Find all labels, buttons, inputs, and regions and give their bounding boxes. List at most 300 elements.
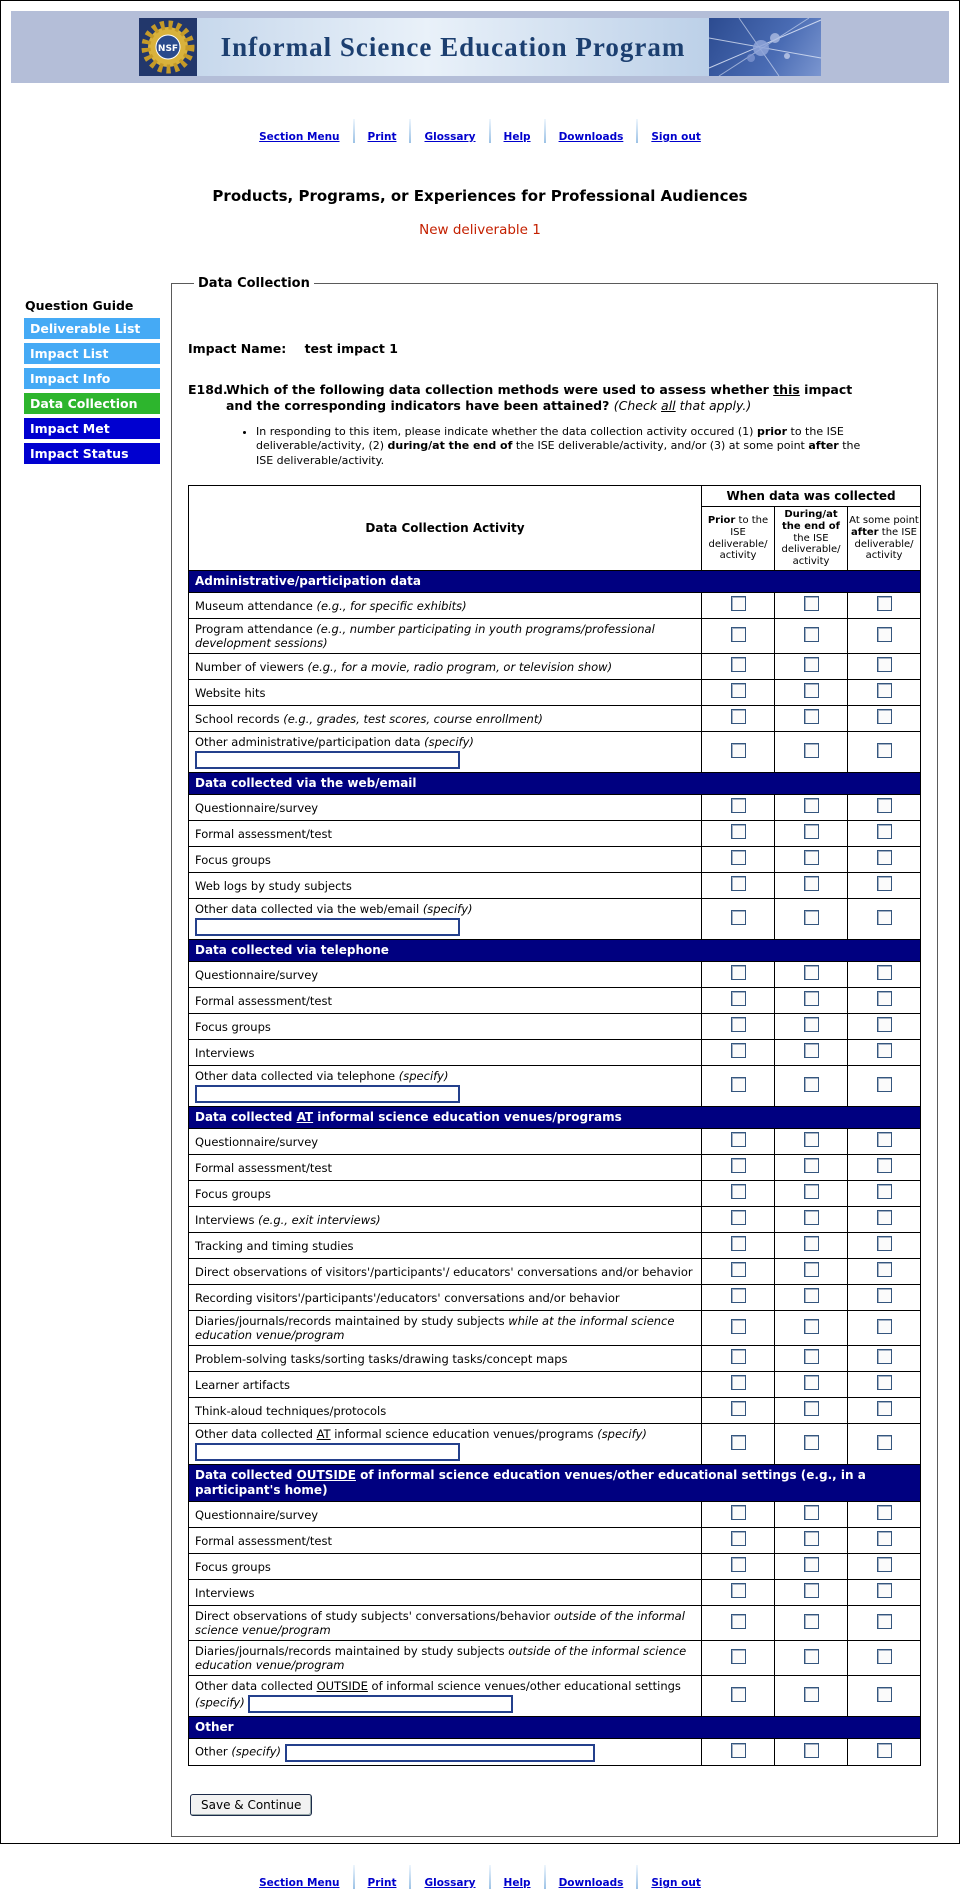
checkbox-prior[interactable] [731, 798, 746, 813]
activity-column-header: Data Collection Activity [189, 486, 702, 571]
checkbox-during[interactable] [804, 1743, 819, 1758]
activity-label: Questionnaire/survey [189, 1129, 702, 1155]
checkbox-during[interactable] [804, 1288, 819, 1303]
checkbox-during[interactable] [804, 850, 819, 865]
checkbox-prior[interactable] [731, 1401, 746, 1416]
table-row [189, 795, 921, 821]
page-title: Products, Programs, or Experiences for Professional Audiences [212, 187, 748, 205]
nsf-logo-icon [139, 18, 197, 76]
checkbox-during[interactable] [804, 1262, 819, 1277]
checkbox-prior[interactable] [731, 1184, 746, 1199]
checkbox-after[interactable] [877, 965, 892, 980]
top-nav [1, 117, 959, 143]
check-cell-after [848, 1641, 921, 1676]
table-row [189, 899, 921, 940]
checkbox-prior[interactable] [731, 1236, 746, 1251]
check-cell-during [775, 1066, 848, 1107]
check-cell-after [848, 1259, 921, 1285]
col-header-after: At some point after the ISE deliverable/ activity [848, 507, 921, 571]
table-row [189, 1346, 921, 1372]
when-collected-header: When data was collected [702, 486, 921, 507]
check-cell-after [848, 1207, 921, 1233]
check-cell-during [775, 1207, 848, 1233]
checkbox-after[interactable] [877, 1077, 892, 1092]
check-cell-during [775, 1014, 848, 1040]
checkbox-during[interactable] [804, 1687, 819, 1702]
check-cell-after [848, 1014, 921, 1040]
checkbox-prior[interactable] [731, 850, 746, 865]
checkbox-prior[interactable] [731, 1743, 746, 1758]
check-cell-after [848, 1372, 921, 1398]
checkbox-during[interactable] [804, 1236, 819, 1251]
activity-label: Web logs by study subjects [189, 873, 702, 899]
check-cell-prior [702, 1580, 775, 1606]
check-cell-prior [702, 1040, 775, 1066]
checkbox-after[interactable] [877, 1583, 892, 1598]
checkbox-during[interactable] [804, 683, 819, 698]
check-cell-after [848, 873, 921, 899]
table-row [189, 1040, 921, 1066]
activity-label: Other data collected via the web/email (specify) [189, 899, 702, 940]
check-cell-after [848, 821, 921, 847]
check-cell-after [848, 1424, 921, 1465]
checkbox-prior[interactable] [731, 1319, 746, 1334]
checkbox-prior[interactable] [731, 1614, 746, 1629]
checkbox-prior[interactable] [731, 627, 746, 642]
check-cell-during [775, 1528, 848, 1554]
checkbox-during[interactable] [804, 596, 819, 611]
checkbox-prior[interactable] [731, 1288, 746, 1303]
nav-link-glossary[interactable]: Glossary [424, 131, 476, 143]
check-cell-during [775, 1233, 848, 1259]
checkbox-after[interactable] [877, 1319, 892, 1334]
check-cell-after [848, 1285, 921, 1311]
checkbox-after[interactable] [877, 743, 892, 758]
checkbox-prior[interactable] [731, 991, 746, 1006]
check-cell-after [848, 732, 921, 773]
checkbox-after[interactable] [877, 1687, 892, 1702]
check-cell-prior [702, 1181, 775, 1207]
checkbox-after[interactable] [877, 1262, 892, 1277]
table-section-header: Data collected OUTSIDE of informal science education venues/other educational settings (e.g., in a participant's home) [189, 1465, 921, 1502]
checkbox-during[interactable] [804, 1132, 819, 1147]
table-row [189, 821, 921, 847]
activity-label: Questionnaire/survey [189, 795, 702, 821]
activity-label: Formal assessment/test [189, 1155, 702, 1181]
check-cell-during [775, 1129, 848, 1155]
check-cell-prior [702, 1739, 775, 1766]
sidebar-item-impact-status[interactable]: Impact Status [24, 443, 160, 464]
table-row [189, 1528, 921, 1554]
checkbox-during[interactable] [804, 743, 819, 758]
col-header-prior: Prior to the ISE deliverable/ activity [702, 507, 775, 571]
activity-label: Interviews [189, 1580, 702, 1606]
checkbox-after[interactable] [877, 1158, 892, 1173]
checkbox-during[interactable] [804, 991, 819, 1006]
impact-name-value: test impact 1 [304, 341, 398, 356]
activity-label: Website hits [189, 680, 702, 706]
table-row [189, 1739, 921, 1766]
checkbox-prior[interactable] [731, 1017, 746, 1032]
table-row [189, 1502, 921, 1528]
check-cell-after [848, 1066, 921, 1107]
table-section-header: Data collected via the web/email [189, 773, 921, 795]
impact-name-label: Impact Name: [188, 341, 287, 356]
check-cell-after [848, 1580, 921, 1606]
checkbox-during[interactable] [804, 1319, 819, 1334]
table-row [189, 1676, 921, 1717]
specify-input[interactable] [195, 1085, 460, 1103]
checkbox-after[interactable] [877, 824, 892, 839]
check-cell-after [848, 1739, 921, 1766]
check-cell-prior [702, 1502, 775, 1528]
checkbox-during[interactable] [804, 709, 819, 724]
check-cell-during [775, 1739, 848, 1766]
checkbox-during[interactable] [804, 1184, 819, 1199]
check-cell-prior [702, 1346, 775, 1372]
activity-label: School records (e.g., grades, test scores, course enrollment) [189, 706, 702, 732]
check-cell-during [775, 962, 848, 988]
checkbox-after[interactable] [877, 1184, 892, 1199]
deliverable-subtitle: New deliverable 1 [419, 222, 541, 238]
checkbox-after[interactable] [877, 1531, 892, 1546]
checkbox-after[interactable] [877, 657, 892, 672]
activity-label: Other administrative/participation data (specify) [189, 732, 702, 773]
nav-link-sign-out[interactable]: Sign out [651, 131, 701, 143]
activity-label: Focus groups [189, 1014, 702, 1040]
checkbox-during[interactable] [804, 1210, 819, 1225]
checkbox-during[interactable] [804, 627, 819, 642]
check-cell-during [775, 732, 848, 773]
activity-label: Diaries/journals/records maintained by study subjects outside of the informal science education venue/program [189, 1641, 702, 1676]
check-cell-prior [702, 680, 775, 706]
table-row [189, 1398, 921, 1424]
checkbox-prior[interactable] [731, 1531, 746, 1546]
table-row [189, 706, 921, 732]
specify-input[interactable] [195, 1443, 460, 1461]
activity-label: Museum attendance (e.g., for specific exhibits) [189, 593, 702, 619]
check-cell-during [775, 1181, 848, 1207]
checkbox-prior[interactable] [731, 1557, 746, 1572]
table-row [189, 1259, 921, 1285]
checkbox-prior[interactable] [731, 1132, 746, 1147]
check-cell-after [848, 1233, 921, 1259]
check-cell-prior [702, 1676, 775, 1717]
check-cell-after [848, 1311, 921, 1346]
checkbox-after[interactable] [877, 1288, 892, 1303]
activity-label: Focus groups [189, 1554, 702, 1580]
checkbox-after[interactable] [877, 1043, 892, 1058]
table-row [189, 1424, 921, 1465]
checkbox-during[interactable] [804, 1505, 819, 1520]
activity-label: Other data collected AT informal science education venues/programs (specify) [189, 1424, 702, 1465]
table-section-row [189, 571, 921, 593]
checkbox-during[interactable] [804, 1557, 819, 1572]
activity-label: Other (specify) [189, 1739, 702, 1766]
activity-label: Recording visitors'/participants'/educators' conversations and/or behavior [189, 1285, 702, 1311]
table-row [189, 873, 921, 899]
check-cell-during [775, 1398, 848, 1424]
save-continue-button[interactable]: Save & Continue [190, 1794, 312, 1816]
checkbox-during[interactable] [804, 1435, 819, 1450]
checkbox-after[interactable] [877, 910, 892, 925]
checkbox-during[interactable] [804, 798, 819, 813]
nav-link-print[interactable]: Print [367, 131, 397, 143]
check-cell-during [775, 795, 848, 821]
check-cell-during [775, 847, 848, 873]
col-header-during: During/at the end of the ISE deliverable/ activity [775, 507, 848, 571]
check-cell-prior [702, 847, 775, 873]
question-e18d [188, 382, 921, 415]
checkbox-prior[interactable] [731, 1375, 746, 1390]
checkbox-during[interactable] [804, 657, 819, 672]
checkbox-during[interactable] [804, 824, 819, 839]
table-section-row [189, 1717, 921, 1739]
table-row [189, 1641, 921, 1676]
check-cell-during [775, 1676, 848, 1717]
checkbox-during[interactable] [804, 1158, 819, 1173]
check-cell-after [848, 1606, 921, 1641]
checkbox-after[interactable] [877, 798, 892, 813]
checkbox-during[interactable] [804, 876, 819, 891]
checkbox-prior[interactable] [731, 1649, 746, 1664]
checkbox-prior[interactable] [731, 1435, 746, 1450]
checkbox-during[interactable] [804, 1017, 819, 1032]
check-cell-after [848, 1398, 921, 1424]
check-cell-after [848, 593, 921, 619]
question-guide-sidebar [24, 298, 160, 468]
checkbox-during[interactable] [804, 1614, 819, 1629]
activity-label: Interviews (e.g., exit interviews) [189, 1207, 702, 1233]
checkbox-during[interactable] [804, 1531, 819, 1546]
checkbox-after[interactable] [877, 1349, 892, 1364]
checkbox-after[interactable] [877, 1505, 892, 1520]
checkbox-prior[interactable] [731, 965, 746, 980]
nav-link-glossary[interactable]: Glossary [424, 1877, 476, 1889]
checkbox-after[interactable] [877, 1017, 892, 1032]
check-cell-prior [702, 654, 775, 680]
check-cell-during [775, 1554, 848, 1580]
activity-label: Formal assessment/test [189, 821, 702, 847]
activity-label: Problem-solving tasks/sorting tasks/drawing tasks/concept maps [189, 1346, 702, 1372]
sidebar-item-data-collection[interactable]: Data Collection [24, 393, 160, 414]
check-cell-prior [702, 1014, 775, 1040]
checkbox-during[interactable] [804, 1401, 819, 1416]
table-row [189, 1580, 921, 1606]
nav-link-section-menu[interactable]: Section Menu [259, 131, 340, 143]
check-cell-after [848, 1676, 921, 1717]
table-row [189, 1207, 921, 1233]
checkbox-after[interactable] [877, 1375, 892, 1390]
checkbox-prior[interactable] [731, 910, 746, 925]
check-cell-prior [702, 1424, 775, 1465]
table-row [189, 654, 921, 680]
checkbox-after[interactable] [877, 596, 892, 611]
sidebar-item-impact-met[interactable]: Impact Met [24, 418, 160, 439]
check-cell-prior [702, 1155, 775, 1181]
checkbox-after[interactable] [877, 709, 892, 724]
check-cell-after [848, 988, 921, 1014]
checkbox-during[interactable] [804, 1583, 819, 1598]
banner-strip [139, 18, 822, 76]
table-row [189, 680, 921, 706]
check-cell-during [775, 1259, 848, 1285]
table-row [189, 1285, 921, 1311]
activity-label: Program attendance (e.g., number participating in youth programs/professional development sessions) [189, 619, 702, 654]
table-section-header: Administrative/participation data [189, 571, 921, 593]
checkbox-after[interactable] [877, 1401, 892, 1416]
table-row [189, 1606, 921, 1641]
network-graphic-icon [709, 18, 821, 76]
check-cell-during [775, 654, 848, 680]
specify-input[interactable] [195, 918, 460, 936]
check-cell-during [775, 1641, 848, 1676]
check-cell-prior [702, 1285, 775, 1311]
sidebar-item-impact-info[interactable]: Impact Info [24, 368, 160, 389]
check-cell-during [775, 1580, 848, 1606]
checkbox-after[interactable] [877, 1743, 892, 1758]
activity-label: Other data collected via telephone (specify) [189, 1066, 702, 1107]
checkbox-after[interactable] [877, 683, 892, 698]
table-row [189, 1554, 921, 1580]
svg-text:NSF: NSF [157, 44, 178, 54]
check-cell-prior [702, 1641, 775, 1676]
specify-input[interactable] [195, 751, 460, 769]
table-section-row [189, 1107, 921, 1129]
check-cell-prior [702, 1233, 775, 1259]
table-row [189, 988, 921, 1014]
checkbox-prior[interactable] [731, 1505, 746, 1520]
check-cell-during [775, 1502, 848, 1528]
bottom-nav [1, 1863, 959, 1889]
table-row [189, 962, 921, 988]
check-cell-during [775, 619, 848, 654]
check-cell-prior [702, 593, 775, 619]
data-collection-fieldset [171, 276, 938, 1837]
activity-label: Number of viewers (e.g., for a movie, radio program, or television show) [189, 654, 702, 680]
check-cell-during [775, 1040, 848, 1066]
checkbox-prior[interactable] [731, 596, 746, 611]
checkbox-prior[interactable] [731, 1349, 746, 1364]
checkbox-prior[interactable] [731, 1210, 746, 1225]
check-cell-after [848, 962, 921, 988]
checkbox-after[interactable] [877, 876, 892, 891]
sidebar-items [24, 318, 160, 464]
check-cell-prior [702, 619, 775, 654]
question-text: Which of the following data collection methods were used to assess whether this impact and the corresponding indicators have been attained? (Check all that apply.) [226, 382, 853, 414]
checkbox-prior[interactable] [731, 1583, 746, 1598]
nav-link-help[interactable]: Help [503, 1877, 531, 1889]
header-banner [11, 11, 949, 83]
check-cell-after [848, 1181, 921, 1207]
table-section-header: Data collected via telephone [189, 940, 921, 962]
checkbox-prior[interactable] [731, 1687, 746, 1702]
table-section-header: Other [189, 1717, 921, 1739]
checkbox-after[interactable] [877, 1132, 892, 1147]
nav-link-sign-out[interactable]: Sign out [651, 1877, 701, 1889]
table-section-row [189, 773, 921, 795]
table-row [189, 1233, 921, 1259]
checkbox-after[interactable] [877, 1210, 892, 1225]
sidebar-item-impact-list[interactable]: Impact List [24, 343, 160, 364]
checkbox-after[interactable] [877, 850, 892, 865]
specify-input[interactable] [248, 1695, 513, 1713]
activity-label: Questionnaire/survey [189, 962, 702, 988]
checkbox-after[interactable] [877, 991, 892, 1006]
checkbox-during[interactable] [804, 1077, 819, 1092]
nav-link-downloads[interactable]: Downloads [558, 1877, 624, 1889]
check-cell-after [848, 1554, 921, 1580]
checkbox-prior[interactable] [731, 709, 746, 724]
checkbox-prior[interactable] [731, 824, 746, 839]
checkbox-prior[interactable] [731, 657, 746, 672]
checkbox-after[interactable] [877, 1236, 892, 1251]
checkbox-during[interactable] [804, 1375, 819, 1390]
check-cell-after [848, 1155, 921, 1181]
activity-label: Interviews [189, 1040, 702, 1066]
check-cell-prior [702, 1207, 775, 1233]
check-cell-after [848, 795, 921, 821]
nav-link-print[interactable]: Print [367, 1877, 397, 1889]
table-row [189, 1014, 921, 1040]
check-cell-prior [702, 962, 775, 988]
checkbox-prior[interactable] [731, 1043, 746, 1058]
activity-label: Direct observations of study subjects' conversations/behavior outside of the informal science venue/program [189, 1606, 702, 1641]
checkbox-during[interactable] [804, 1649, 819, 1664]
data-collection-table [188, 485, 921, 1766]
activity-label: Think-aloud techniques/protocols [189, 1398, 702, 1424]
checkbox-prior[interactable] [731, 1262, 746, 1277]
check-cell-during [775, 1606, 848, 1641]
nav-link-section-menu[interactable]: Section Menu [259, 1877, 340, 1889]
check-cell-prior [702, 1311, 775, 1346]
nav-link-help[interactable]: Help [503, 131, 531, 143]
checkbox-prior[interactable] [731, 876, 746, 891]
checkbox-prior[interactable] [731, 683, 746, 698]
checkbox-after[interactable] [877, 1435, 892, 1450]
activity-label: Learner artifacts [189, 1372, 702, 1398]
table-section-header: Data collected AT informal science education venues/programs [189, 1107, 921, 1129]
check-cell-prior [702, 1606, 775, 1641]
check-cell-after [848, 1040, 921, 1066]
check-cell-after [848, 706, 921, 732]
table-row [189, 1372, 921, 1398]
question-number: E18d. [188, 382, 228, 397]
checkbox-during[interactable] [804, 1043, 819, 1058]
specify-input[interactable] [285, 1744, 595, 1762]
table-section-row [189, 940, 921, 962]
question-bullet-list [240, 425, 870, 470]
nav-link-downloads[interactable]: Downloads [558, 131, 624, 143]
table-row [189, 1181, 921, 1207]
table-row [189, 1129, 921, 1155]
check-cell-during [775, 821, 848, 847]
nsf-starburst-icon [141, 20, 195, 74]
check-cell-after [848, 619, 921, 654]
activity-label: Focus groups [189, 847, 702, 873]
checkbox-during[interactable] [804, 1349, 819, 1364]
checkbox-after[interactable] [877, 1557, 892, 1572]
checkbox-after[interactable] [877, 1649, 892, 1664]
checkbox-during[interactable] [804, 910, 819, 925]
checkbox-after[interactable] [877, 1614, 892, 1629]
checkbox-prior[interactable] [731, 743, 746, 758]
checkbox-after[interactable] [877, 627, 892, 642]
checkbox-prior[interactable] [731, 1077, 746, 1092]
checkbox-during[interactable] [804, 965, 819, 980]
checkbox-prior[interactable] [731, 1158, 746, 1173]
sidebar-item-deliverable-list[interactable]: Deliverable List [24, 318, 160, 339]
